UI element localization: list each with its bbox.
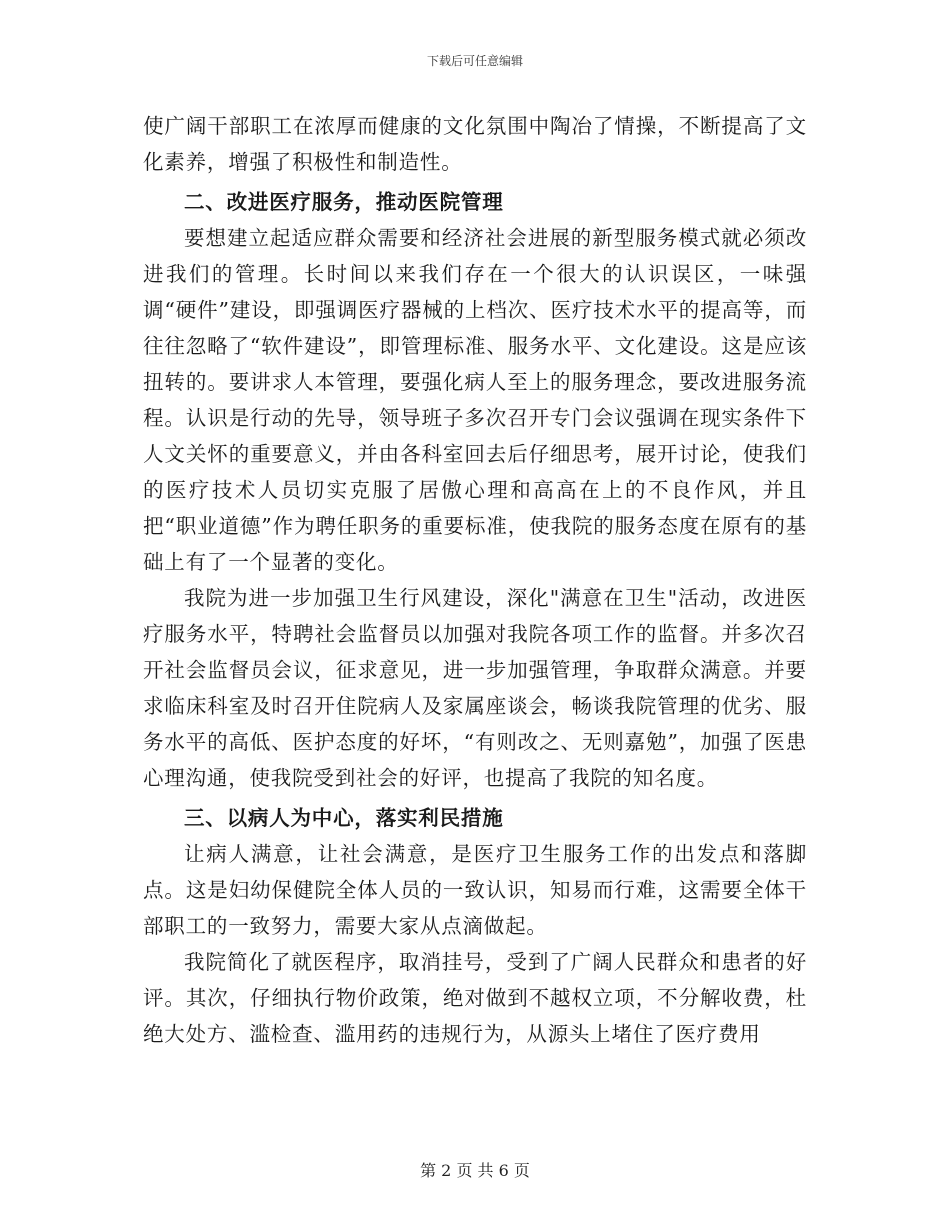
page-number: 第 2 页 共 6 页 [420,1161,530,1180]
document-body [143,108,807,1052]
paragraph-continuation: 使广阔干部职工在浓厚而健康的文化氛围中陶冶了情操，不断提高了文化素养，增强了积极性和制造性。 [143,114,807,174]
paragraph-procedures: 我院简化了就医程序，取消挂号，受到了广阔人民群众和患者的好评。其次，仔细执行物价政策，绝对做到不越权立项，不分解收费，杜绝大处方、滥检查、滥用药的违规行为，从源头上堵住了医疗费用 [143,950,807,1046]
section-heading-3: 三、以病人为中心，落实利民措施 [184,806,504,830]
section-heading-2: 二、改进医疗服务，推动医院管理 [184,190,504,214]
paragraph-supervision: 我院为进一步加强卫生行风建设，深化"满意在卫生"活动，改进医疗服务水平，特聘社会监督员以加强对我院各项工作的监督。并多次召开社会监督员会议，征求意见，进一步加强管理，争取群众满意。并要求临床科室及时召开住院病人及家属座谈会，畅谈我院管理的优劣、服务水平的高低、医护态度的好坏，“有则改之、无则嘉勉”，加强了医患心理沟通，使我院受到社会的好评，也提高了我院的知名度。 [143,586,807,790]
paragraph-patient-centered: 让病人满意，让社会满意，是医疗卫生服务工作的出发点和落脚点。这是妇幼保健院全体人员的一致认识，知易而行难，这需要全体干部职工的一致努力，需要大家从点滴做起。 [143,842,807,938]
header-note: 下载后可任意编辑 [426,54,523,68]
paragraph-management: 要想建立起适应群众需要和经济社会进展的新型服务模式就必须改进我们的管理。长时间以来我们存在一个很大的认识误区，一味强调“硬件”建设，即强调医疗器械的上档次、医疗技术水平的提高等，而往往忽略了“软件建设”，即管理标准、服务水平、文化建设。这是应该扭转的。要讲求人本管理，要强化病人至上的服务理念，要改进服务流程。认识是行动的先导，领导班子多次召开专门会议强调在现实条件下人文关怀的重要意义，并由各科室回去后仔细思考，展开讨论，使我们的医疗技术人员切实克服了居傲心理和高高在上的不良作风，并且把“职业道德”作为聘任职务的重要标准，使我院的服务态度在原有的基础上有了一个显著的变化。 [143,226,807,574]
